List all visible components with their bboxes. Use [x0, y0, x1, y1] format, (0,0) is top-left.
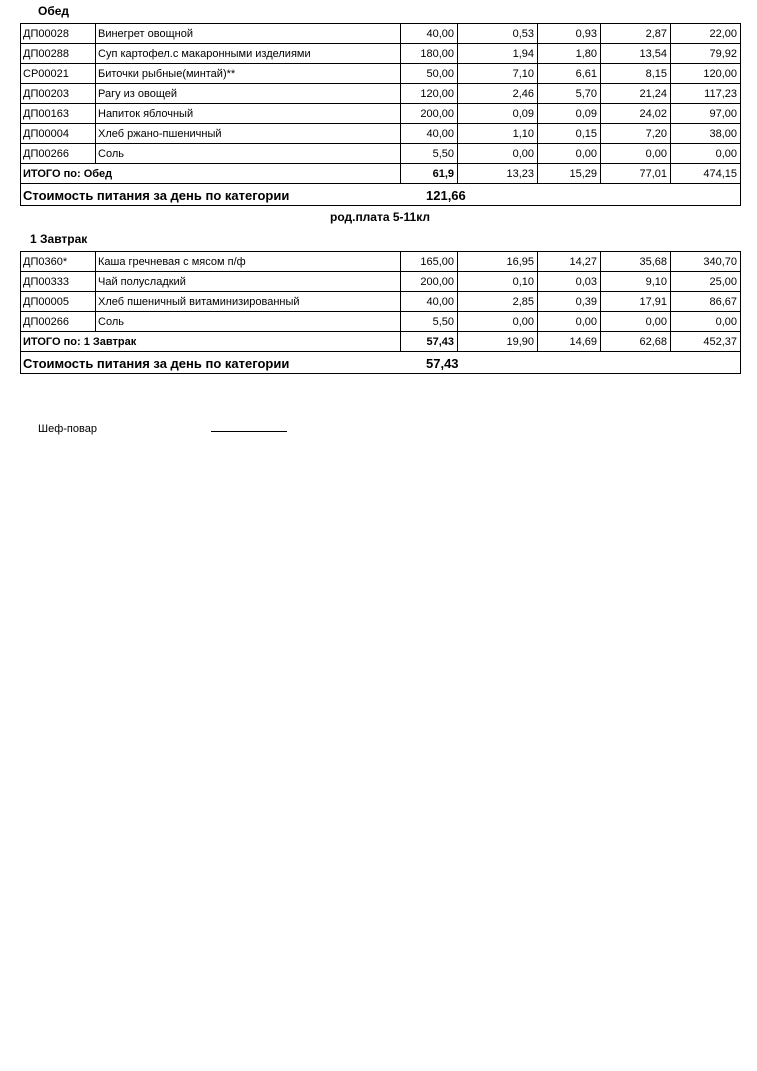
footer — [38, 420, 757, 435]
table-row — [21, 44, 741, 64]
table-row — [21, 144, 741, 164]
dish-value: 0,03 — [538, 272, 601, 292]
dish-value: 24,02 — [601, 104, 671, 124]
category-note: род.плата 5-11кл — [329, 210, 430, 224]
day-cost-value: 121,66 — [426, 187, 466, 203]
dish-value: 7,20 — [601, 124, 671, 144]
dish-value: 0,39 — [538, 292, 601, 312]
dish-value: 0,00 — [458, 312, 538, 332]
section-title-lunch: Обед — [38, 4, 70, 18]
dish-value: 0,93 — [538, 24, 601, 44]
total-label: ИТОГО по: 1 Завтрак — [21, 332, 401, 352]
breakfast-table — [20, 251, 741, 374]
dish-value: 340,70 — [671, 252, 741, 272]
total-value: 452,37 — [671, 332, 741, 352]
total-value: 14,69 — [538, 332, 601, 352]
table-row — [21, 124, 741, 144]
dish-value: 2,46 — [458, 84, 538, 104]
dish-value: 1,10 — [458, 124, 538, 144]
dish-name: Соль — [96, 312, 401, 332]
dish-value: 200,00 — [401, 104, 458, 124]
dish-value: 0,09 — [538, 104, 601, 124]
dish-value: 9,10 — [601, 272, 671, 292]
total-value: 77,01 — [601, 164, 671, 184]
total-row — [21, 164, 741, 184]
dish-value: 5,70 — [538, 84, 601, 104]
dish-value: 50,00 — [401, 64, 458, 84]
dish-value: 5,50 — [401, 144, 458, 164]
dish-code: СР00021 — [21, 64, 96, 84]
dish-value: 22,00 — [671, 24, 741, 44]
chef-label: Шеф-повар — [38, 423, 97, 435]
dish-value: 200,00 — [401, 272, 458, 292]
total-label: ИТОГО по: Обед — [21, 164, 401, 184]
dish-value: 40,00 — [401, 292, 458, 312]
day-cost-row — [21, 184, 741, 206]
table-row — [21, 104, 741, 124]
dish-value: 0,53 — [458, 24, 538, 44]
dish-value: 13,54 — [601, 44, 671, 64]
table-row — [21, 84, 741, 104]
total-value: 19,90 — [458, 332, 538, 352]
total-value: 62,68 — [601, 332, 671, 352]
dish-value: 79,92 — [671, 44, 741, 64]
total-value: 474,15 — [671, 164, 741, 184]
dish-value: 14,27 — [538, 252, 601, 272]
day-cost-value: 57,43 — [426, 355, 459, 371]
dish-name: Винегрет овощной — [96, 24, 401, 44]
total-value: 61,9 — [401, 164, 458, 184]
dish-value: 0,00 — [458, 144, 538, 164]
dish-value: 40,00 — [401, 24, 458, 44]
signature-line — [211, 420, 287, 432]
dish-name: Чай полусладкий — [96, 272, 401, 292]
total-value: 13,23 — [458, 164, 538, 184]
dish-value: 0,00 — [601, 144, 671, 164]
dish-value: 0,09 — [458, 104, 538, 124]
dish-name: Хлеб пшеничный витаминизированный — [96, 292, 401, 312]
dish-code: ДП00288 — [21, 44, 96, 64]
dish-value: 165,00 — [401, 252, 458, 272]
day-cost-label: Стоимость питания за день по категории — [23, 187, 290, 203]
dish-value: 5,50 — [401, 312, 458, 332]
lunch-table — [20, 23, 741, 206]
table-row — [21, 272, 741, 292]
dish-value: 0,15 — [538, 124, 601, 144]
table-row — [21, 64, 741, 84]
day-cost-cell — [21, 184, 741, 206]
dish-value: 0,10 — [458, 272, 538, 292]
section-title-breakfast: 1 Завтрак — [30, 232, 88, 246]
dish-code: ДП00004 — [21, 124, 96, 144]
dish-value: 0,00 — [671, 312, 741, 332]
dish-name: Соль — [96, 144, 401, 164]
dish-value: 2,85 — [458, 292, 538, 312]
dish-value: 35,68 — [601, 252, 671, 272]
dish-value: 25,00 — [671, 272, 741, 292]
total-value: 15,29 — [538, 164, 601, 184]
dish-value: 0,00 — [671, 144, 741, 164]
total-row — [21, 332, 741, 352]
table-row — [21, 252, 741, 272]
dish-value: 2,87 — [601, 24, 671, 44]
dish-value: 0,00 — [601, 312, 671, 332]
dish-code: ДП00028 — [21, 24, 96, 44]
dish-value: 1,80 — [538, 44, 601, 64]
dish-code: ДП00266 — [21, 144, 96, 164]
table-row — [21, 292, 741, 312]
dish-value: 8,15 — [601, 64, 671, 84]
total-value: 57,43 — [401, 332, 458, 352]
dish-name: Напиток яблочный — [96, 104, 401, 124]
dish-value: 7,10 — [458, 64, 538, 84]
dish-code: ДП00005 — [21, 292, 96, 312]
dish-value: 0,00 — [538, 144, 601, 164]
dish-value: 97,00 — [671, 104, 741, 124]
dish-value: 120,00 — [671, 64, 741, 84]
dish-value: 6,61 — [538, 64, 601, 84]
dish-code: ДП00333 — [21, 272, 96, 292]
dish-value: 120,00 — [401, 84, 458, 104]
day-cost-label: Стоимость питания за день по категории — [23, 355, 290, 371]
dish-value: 16,95 — [458, 252, 538, 272]
dish-value: 17,91 — [601, 292, 671, 312]
dish-code: ДП00163 — [21, 104, 96, 124]
dish-value: 117,23 — [671, 84, 741, 104]
dish-value: 86,67 — [671, 292, 741, 312]
dish-value: 180,00 — [401, 44, 458, 64]
dish-name: Хлеб ржано-пшеничный — [96, 124, 401, 144]
dish-name: Суп картофел.с макаронными изделиями — [96, 44, 401, 64]
dish-code: ДП00203 — [21, 84, 96, 104]
day-cost-row — [21, 352, 741, 374]
day-cost-cell — [21, 352, 741, 374]
dish-value: 21,24 — [601, 84, 671, 104]
dish-name: Биточки рыбные(минтай)** — [96, 64, 401, 84]
dish-code: ДП0360* — [21, 252, 96, 272]
table-row — [21, 24, 741, 44]
dish-value: 40,00 — [401, 124, 458, 144]
table-row — [21, 312, 741, 332]
dish-value: 0,00 — [538, 312, 601, 332]
dish-name: Каша гречневая с мясом п/ф — [96, 252, 401, 272]
dish-value: 1,94 — [458, 44, 538, 64]
report-page — [0, 0, 757, 435]
dish-value: 38,00 — [671, 124, 741, 144]
dish-name: Рагу из овощей — [96, 84, 401, 104]
dish-code: ДП00266 — [21, 312, 96, 332]
